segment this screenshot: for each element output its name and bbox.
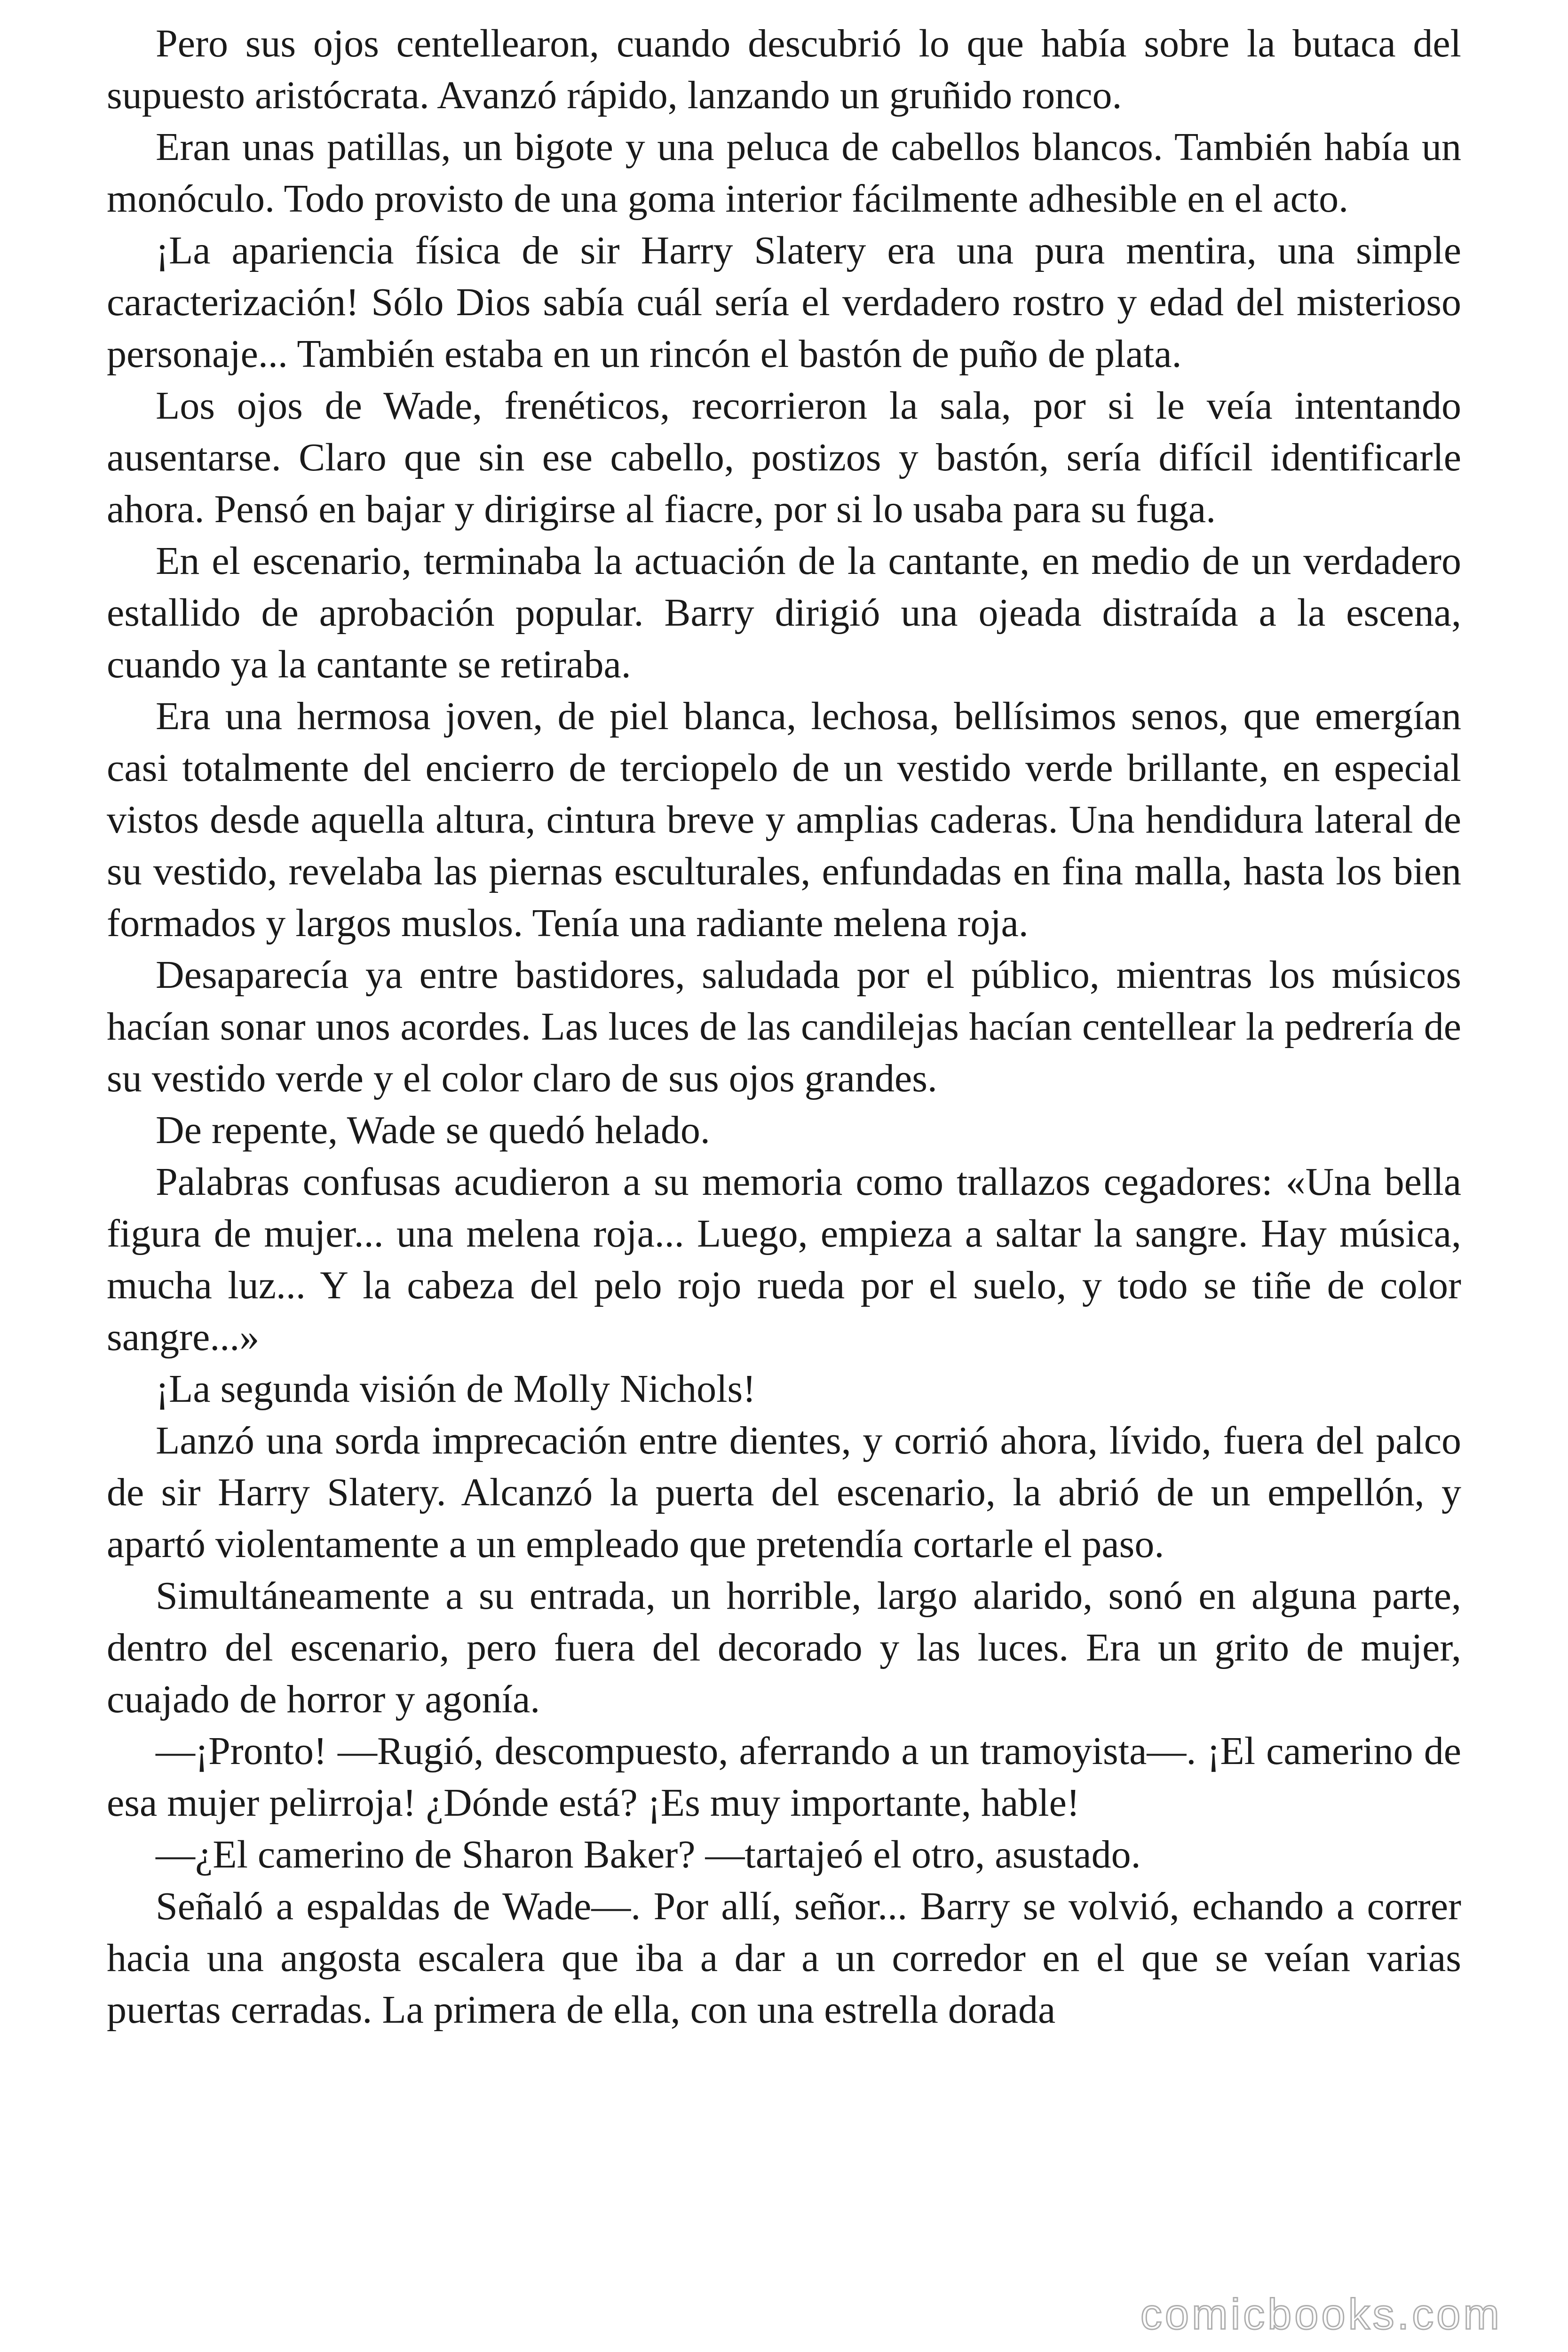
paragraph: Los ojos de Wade, frenéticos, recorrieron la sala, por si le veía intentando ausentarse. Claro que sin ese cabello, postizos y bastón, sería difícil identificarle ahora. Pensó en bajar y dirigirse al fiacre, por si lo usaba para su fuga. [107, 384, 1461, 531]
paragraph: ¡La segunda visión de Molly Nichols! [156, 1367, 756, 1411]
paragraph: Desaparecía ya entre bastidores, saludada por el público, mientras los músicos hacían sonar unos acordes. Las luces de las candilejas hacían centellear la pedrería de su vestido verde y el color claro de sus ojos grandes. [107, 953, 1461, 1100]
paragraph: En el escenario, terminaba la actuación de la cantante, en medio de un verdadero estallido de aprobación popular. Barry dirigió una ojeada distraída a la escena, cuando ya la cantante se retiraba. [107, 539, 1461, 686]
paragraph: Pero sus ojos centellearon, cuando descubrió lo que había sobre la butaca del supuesto aristócrata. Avanzó rápido, lanzando un gruñido ronco. [107, 22, 1461, 117]
paragraph: ¡La apariencia física de sir Harry Slatery era una pura mentira, una simple caracterización! Sólo Dios sabía cuál sería el verdadero rostro y edad del misterioso personaje... También estaba en un rincón el bastón de puño de plata. [107, 229, 1461, 376]
paragraph: —¿El camerino de Sharon Baker? —tartajeó el otro, asustado. [156, 1833, 1141, 1876]
paragraph: De repente, Wade se quedó helado. [156, 1108, 710, 1152]
paragraph: Señaló a espaldas de Wade—. Por allí, señor... Barry se volvió, echando a correr hacia una angosta escalera que iba a dar a un corredor en el que se veían varias puertas cerradas. La primera de ella, con una estrella dorada [107, 1884, 1461, 2032]
page-text [107, 18, 1461, 2036]
paragraph: Era una hermosa joven, de piel blanca, lechosa, bellísimos senos, que emergían casi totalmente del encierro de terciopelo de un vestido verde brillante, en especial vistos desde aquella altura, cintura breve y amplias caderas. Una hendidura lateral de su vestido, revelaba las piernas esculturales, enfundadas en fina malla, hasta los bien formados y largos muslos. Tenía una radiante melena roja. [107, 694, 1461, 945]
paragraph: Lanzó una sorda imprecación entre dientes, y corrió ahora, lívido, fuera del palco de sir Harry Slatery. Alcanzó la puerta del escenario, la abrió de un empellón, y apartó violentamente a un empleado que pretendía cortarle el paso. [107, 1419, 1461, 1566]
paragraph: —¡Pronto! —Rugió, descompuesto, aferrando a un tramoyista—. ¡El camerino de esa mujer pelirroja! ¿Dónde está? ¡Es muy importante, hable! [107, 1729, 1461, 1825]
paragraph: Palabras confusas acudieron a su memoria como trallazos cegadores: «Una bella figura de mujer... una melena roja... Luego, empieza a saltar la sangre. Hay música, mucha luz... Y la cabeza del pelo rojo rueda por el suelo, y todo se tiñe de color sangre...» [107, 1160, 1461, 1359]
paragraph: Eran unas patillas, un bigote y una peluca de cabellos blancos. También había un monóculo. Todo provisto de una goma interior fácilmente adhesible en el acto. [107, 125, 1461, 221]
paragraph: Simultáneamente a su entrada, un horrible, largo alarido, sonó en alguna parte, dentro del escenario, pero fuera del decorado y las luces. Era un grito de mujer, cuajado de horror y agonía. [107, 1574, 1461, 1721]
watermark: comicbooks.com [1140, 2290, 1502, 2338]
